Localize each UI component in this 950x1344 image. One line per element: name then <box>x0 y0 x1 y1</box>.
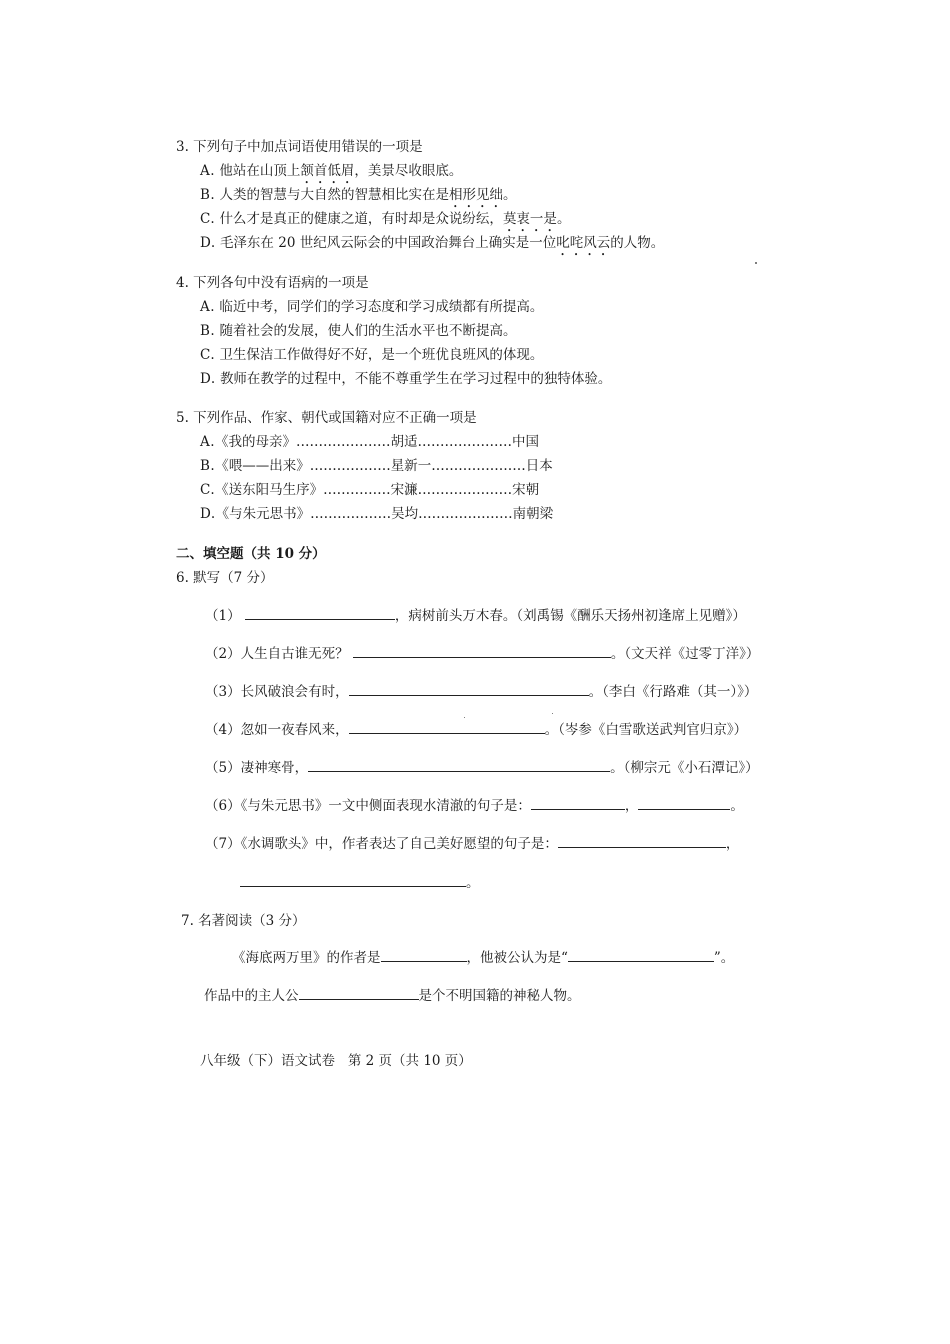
item-number: （6） <box>205 798 241 814</box>
source-citation: （岑参《白雪歌送武判官归京》） <box>558 722 748 738</box>
item-text: 。 <box>588 684 603 700</box>
item-separator: ， <box>624 798 639 814</box>
item-number: （5） <box>205 760 241 776</box>
question-5-option-b <box>200 457 553 475</box>
emphasized-term: 相形见绌 <box>449 187 504 203</box>
page-footer: 八年级（下）语文试卷 第 2 页（共 10 页） <box>200 1053 472 1069</box>
question-3-option-b <box>200 186 517 211</box>
fill-item-3 <box>205 683 757 701</box>
fill-item-5 <box>205 759 759 777</box>
author-name: 宋濂 <box>390 482 418 498</box>
option-label: A. <box>200 434 216 450</box>
option-text: ，美景尽收眼底。 <box>354 163 463 179</box>
author-name: 星新一 <box>390 458 432 474</box>
option-label: D. <box>200 235 216 251</box>
scan-speck <box>552 713 553 714</box>
item-text: 长风破浪会有时， <box>240 684 349 700</box>
question-4-option-d <box>200 370 611 388</box>
item-number: （2） <box>205 646 241 662</box>
option-text: 卫生保洁工作做得好不好，是一个班优良班风的体现。 <box>219 347 544 363</box>
option-label: A. <box>200 299 216 315</box>
option-label: B. <box>200 187 216 203</box>
question-4-stem: 4. 下列各句中没有语病的一项是 <box>176 275 369 291</box>
question-6-title: 6. 默写（7 分） <box>176 570 274 586</box>
option-label: D. <box>200 371 216 387</box>
option-text: 随着社会的发展，使人们的生活水平也不断提高。 <box>219 323 517 339</box>
question-4-option-b <box>200 322 517 340</box>
option-text: 毛泽东在 20 世纪风云际会的中国政治舞台上确实是一位 <box>219 235 557 251</box>
emphasized-term: 莫衷一是 <box>502 211 557 227</box>
item-text: 。 <box>544 722 559 738</box>
fill-item-7 <box>205 835 739 853</box>
origin: 宋朝 <box>512 482 540 498</box>
origin: 中国 <box>512 434 540 450</box>
item-text: 《海底两万里》的作者是 <box>232 950 381 966</box>
question-5-option-d <box>200 505 553 523</box>
origin: 南朝梁 <box>512 506 554 522</box>
item-text: 人生自古谁无死？ <box>240 646 349 662</box>
leader-dots: ……………… <box>309 458 391 474</box>
item-number: （7） <box>205 836 241 852</box>
question-5-option-a <box>200 433 539 451</box>
option-text: 教师在教学的过程中，不能不尊重学生在学习过程中的独特体验。 <box>219 371 612 387</box>
option-text: 他站在山顶上 <box>219 163 301 179</box>
option-label: A. <box>200 163 216 179</box>
question-5-option-c <box>200 481 539 499</box>
answer-blank[interactable] <box>308 759 610 772</box>
item-text: 。 <box>610 760 624 776</box>
work-title: 《送东阳马生序》 <box>215 482 324 498</box>
fill-item-4 <box>205 721 747 739</box>
answer-blank[interactable] <box>531 797 625 810</box>
fill-item-1 <box>205 607 746 625</box>
scan-speck <box>464 717 465 718</box>
option-text: 临近中考，同学们的学习态度和学习成绩都有所提高。 <box>219 299 544 315</box>
author-name: 胡适 <box>390 434 418 450</box>
leader-dots: ………………… <box>417 482 513 498</box>
question-7-line-2 <box>204 987 581 1005</box>
leader-dots: ………………… <box>417 434 513 450</box>
option-text: 人类的智慧与大自然的智慧相比实在是 <box>219 187 450 203</box>
option-label: B. <box>200 458 216 474</box>
question-5-stem: 5. 下列作品、作家、朝代或国籍对应不正确一项是 <box>176 410 477 426</box>
question-7-title: 7. 名著阅读（3 分） <box>181 913 306 929</box>
item-separator: ， <box>725 836 740 852</box>
option-text: 。 <box>503 187 517 203</box>
answer-blank[interactable] <box>299 987 419 1000</box>
item-number: （3） <box>205 684 241 700</box>
option-text: 的人物。 <box>610 235 665 251</box>
emphasized-term: 叱咤风云 <box>556 235 611 251</box>
option-label: C. <box>200 482 216 498</box>
origin: 日本 <box>525 458 553 474</box>
leader-dots: ………………… <box>431 458 526 474</box>
question-4-option-a <box>200 298 543 316</box>
source-citation: （文天祥《过零丁洋》） <box>624 646 760 662</box>
item-number: （1） <box>205 608 241 624</box>
question-3-stem: 3. 下列句子中加点词语使用错误的一项是 <box>176 139 423 155</box>
option-label: B. <box>200 323 216 339</box>
item-text: ，病树前头万木春。 <box>394 608 517 624</box>
item-text: 《水调歌头》中，作者表达了自己美好愿望的句子是： <box>240 836 558 852</box>
answer-blank[interactable] <box>349 721 545 734</box>
work-title: 《与朱元思书》 <box>215 506 311 522</box>
item-text: 《与朱元思书》一文中侧面表现水清澈的句子是： <box>240 798 531 814</box>
source-citation: （刘禹锡《酬乐天扬州初逢席上见赠》） <box>516 608 746 624</box>
item-text: 是个不明国籍的神秘人物。 <box>418 988 581 1004</box>
item-text: 凄神寒骨， <box>240 760 309 776</box>
leader-dots: ………………… <box>296 434 391 450</box>
option-label: D. <box>200 506 216 522</box>
fill-item-2 <box>205 645 759 663</box>
leader-dots: ………………… <box>418 506 513 522</box>
question-3-option-d <box>200 234 664 259</box>
question-3-option-a <box>200 162 462 187</box>
answer-blank[interactable] <box>558 835 726 848</box>
source-citation: （李白《行路难（其一）》） <box>602 684 758 700</box>
answer-blank[interactable] <box>240 874 466 887</box>
option-text: 。 <box>556 211 571 227</box>
answer-blank[interactable] <box>381 949 467 962</box>
work-title: 《我的母亲》 <box>215 434 297 450</box>
work-title: 《喂——出来》 <box>215 458 310 474</box>
answer-blank[interactable] <box>353 645 611 658</box>
item-text: 作品中的主人公 <box>204 988 299 1004</box>
option-text: 什么才是真正的健康之道，有时却是众说纷纭， <box>219 211 503 227</box>
leader-dots: …………… <box>323 482 391 498</box>
question-3-option-c <box>200 210 570 235</box>
question-7-line-1 <box>232 949 734 967</box>
item-text: 忽如一夜春风来， <box>240 722 349 738</box>
item-end: 。 <box>466 875 480 891</box>
answer-blank[interactable] <box>349 683 589 696</box>
author-name: 吴均 <box>391 506 419 522</box>
item-text: 。 <box>610 646 625 662</box>
emphasized-term: 颔首低眉 <box>300 163 355 179</box>
question-4-option-c <box>200 346 543 364</box>
fill-item-7-continuation <box>240 874 480 892</box>
item-number: （4） <box>205 722 241 738</box>
scan-speck <box>755 262 757 264</box>
fill-item-6 <box>205 797 744 815</box>
item-text: ”。 <box>713 950 735 966</box>
item-end: 。 <box>730 798 744 814</box>
answer-blank[interactable] <box>245 607 395 620</box>
source-citation: （柳宗元《小石潭记》） <box>623 760 759 776</box>
item-text: ，他被公认为是“ <box>466 950 568 966</box>
answer-blank[interactable] <box>568 949 714 962</box>
section-2-title: 二、填空题（共 10 分） <box>176 546 326 562</box>
answer-blank[interactable] <box>638 797 730 810</box>
leader-dots: ……………… <box>310 506 392 522</box>
option-label: C. <box>200 211 216 227</box>
option-label: C. <box>200 347 216 363</box>
